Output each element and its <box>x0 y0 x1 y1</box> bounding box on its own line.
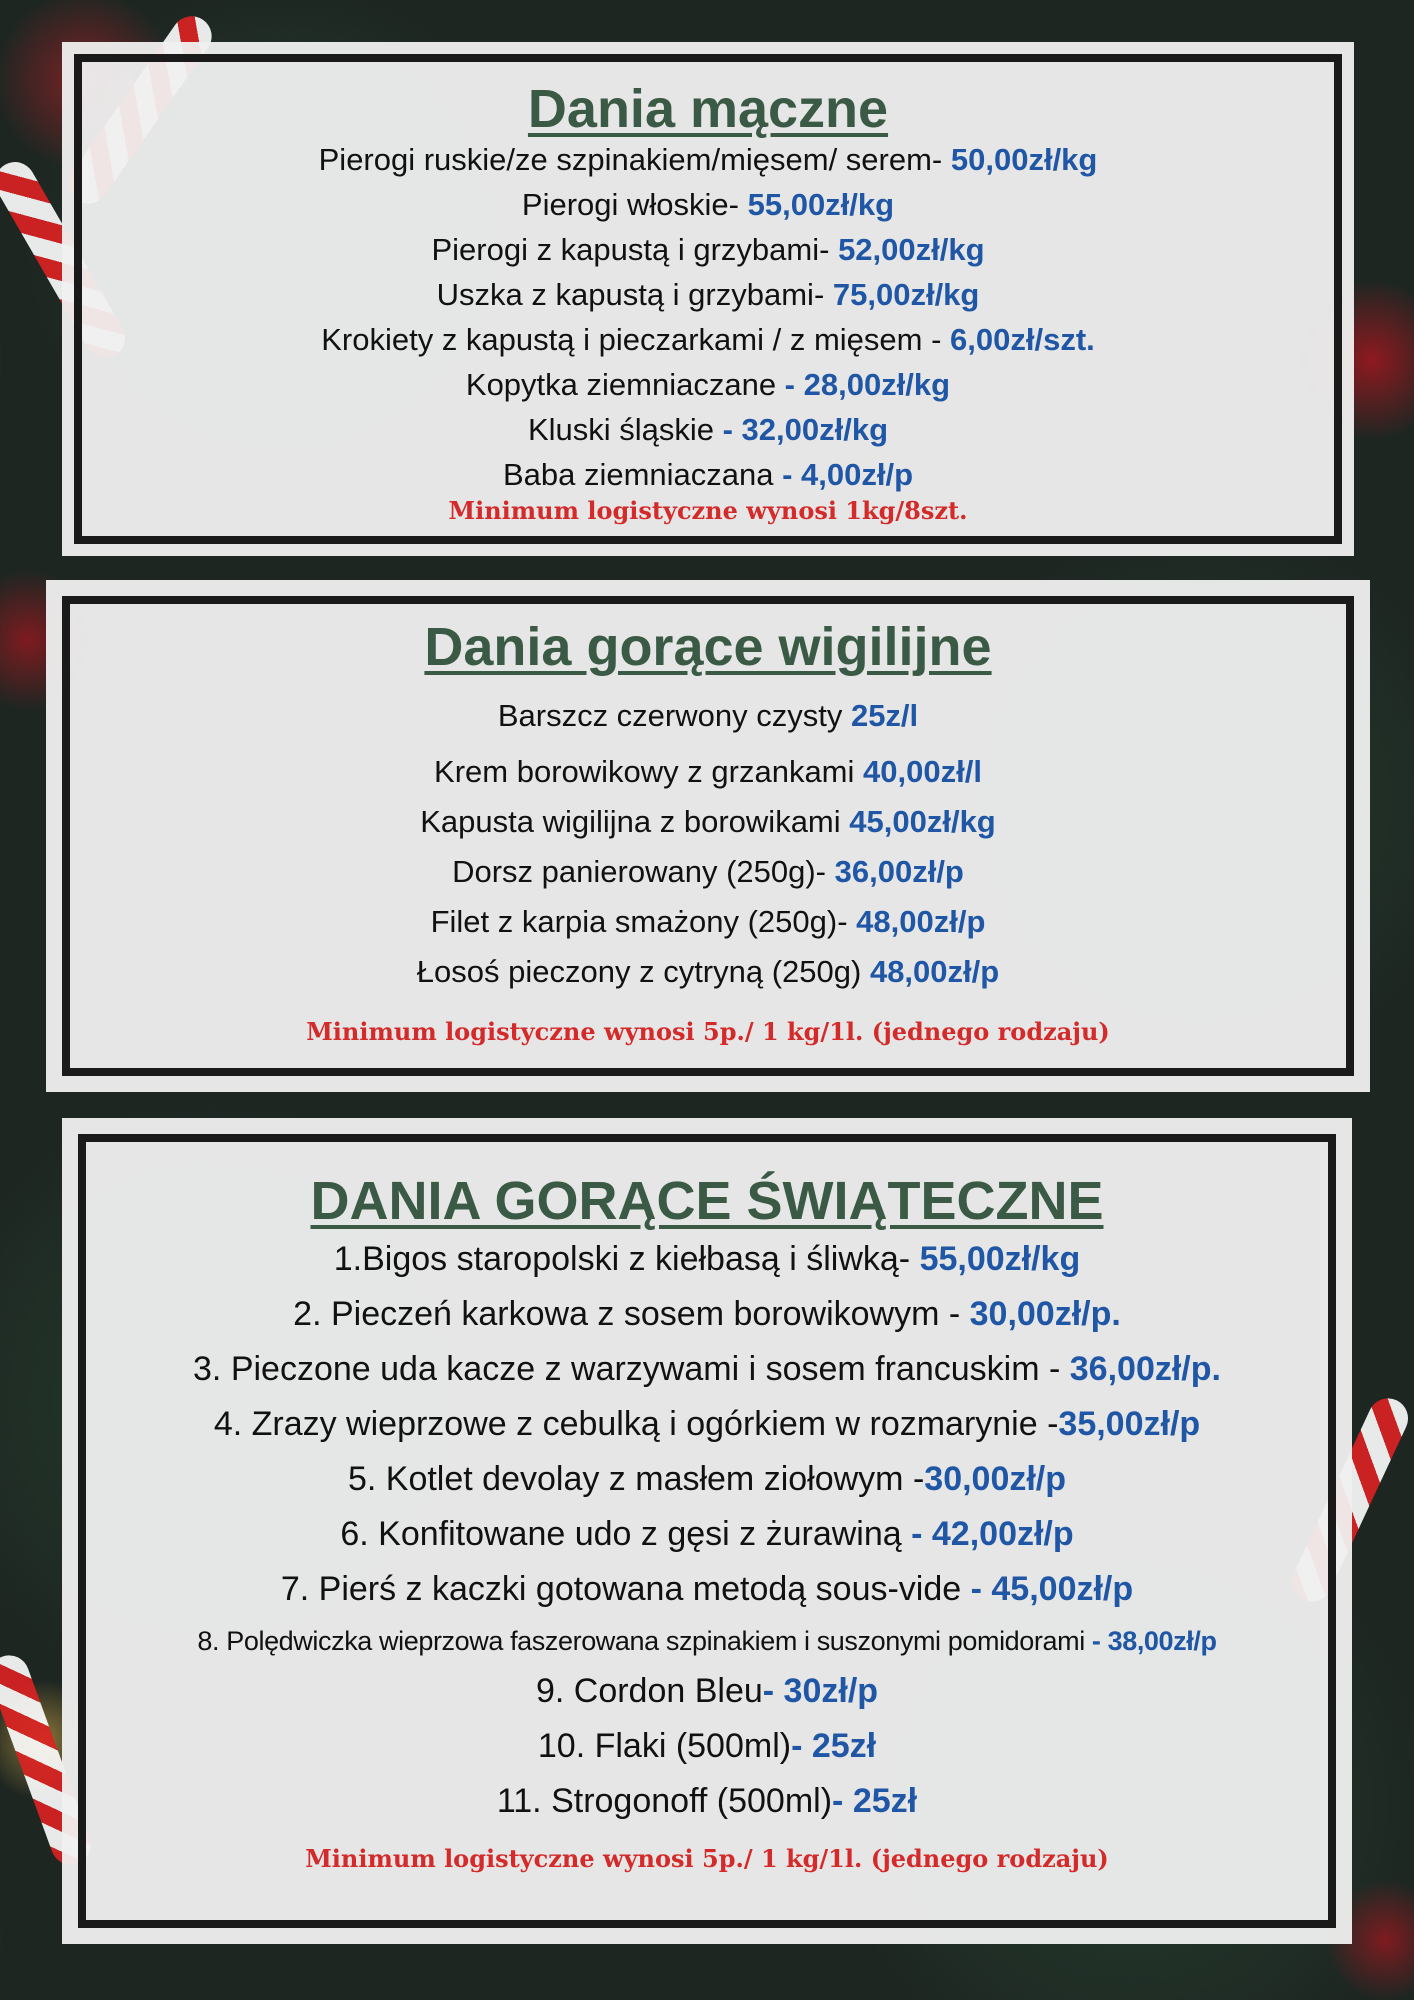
item-price: - 45,00zł/p <box>970 1570 1134 1608</box>
item-name: Kluski śląskie <box>527 412 723 447</box>
item-price: - 30zł/p <box>762 1672 879 1710</box>
item-price: 6,00zł/szt. <box>950 322 1095 357</box>
menu-item <box>82 459 1334 495</box>
menu-item <box>86 1674 1328 1729</box>
item-price: 55,00zł/kg <box>919 1240 1081 1278</box>
menu-item <box>82 144 1334 189</box>
menu-item <box>70 906 1346 956</box>
item-price: 48,00zł/p <box>869 954 1000 989</box>
menu-item <box>86 1352 1328 1407</box>
menu-item <box>70 700 1346 756</box>
menu-item <box>70 856 1346 906</box>
item-name: 10. Flaki (500ml) <box>537 1727 792 1765</box>
item-name: Baba ziemniaczana <box>502 457 783 492</box>
menu-item <box>86 1407 1328 1462</box>
item-name: 1.Bigos staropolski z kiełbasą i śliwką- <box>333 1240 920 1278</box>
item-name: 5. Kotlet devolay z masłem ziołowym - <box>347 1460 925 1498</box>
item-price: 25z/l <box>850 698 919 733</box>
item-name: Kapusta wigilijna z borowikami <box>420 804 850 839</box>
menu-item <box>82 324 1334 369</box>
item-price: - 25zł <box>832 1782 918 1820</box>
item-price: 36,00zł/p. <box>1069 1350 1221 1388</box>
menu-item <box>86 1297 1328 1352</box>
menu-item <box>82 414 1334 459</box>
item-name: Pierogi z kapustą i grzybami- <box>431 232 839 267</box>
item-name: Łosoś pieczony z cytryną (250g) <box>416 954 870 989</box>
item-price: - 32,00zł/kg <box>722 412 889 447</box>
item-name: 9. Cordon Bleu <box>535 1672 763 1710</box>
item-name: Filet z karpia smażony (250g)- <box>430 904 857 939</box>
menu-item <box>82 189 1334 234</box>
item-name: Pierogi ruskie/ze szpinakiem/mięsem/ serem- <box>318 142 951 177</box>
item-name: Dorsz panierowany (250g)- <box>452 854 835 889</box>
item-price: 55,00zł/kg <box>747 187 895 222</box>
item-price: 30,00zł/p. <box>969 1295 1121 1333</box>
item-name: 6. Konfitowane udo z gęsi z żurawiną <box>340 1515 912 1553</box>
item-name: 4. Zrazy wieprzowe z cebulką i ogórkiem w rozmarynie - <box>213 1405 1059 1443</box>
item-name: Barszcz czerwony czysty <box>497 698 851 733</box>
item-name: Kopytka ziemniaczane <box>465 367 785 402</box>
minimum-note: Minimum logistyczne wynosi 1kg/8szt. <box>448 496 968 525</box>
menu-item <box>86 1729 1328 1784</box>
item-name: Krem borowikowy z grzankami <box>434 754 864 789</box>
section-dania-gorace-swiateczne <box>62 1118 1352 1944</box>
menu-item <box>82 234 1334 279</box>
menu-item <box>86 1784 1328 1839</box>
menu-item <box>86 1462 1328 1517</box>
section-title: Dania gorące wigilijne <box>424 617 992 677</box>
menu-item <box>82 279 1334 324</box>
item-price: - 4,00zł/p <box>782 457 914 492</box>
item-price: - 25zł <box>791 1727 877 1765</box>
menu-item <box>86 1242 1328 1297</box>
item-price: 30,00zł/p <box>924 1460 1067 1498</box>
item-name: 2. Pieczeń karkowa z sosem borowikowym - <box>293 1295 970 1333</box>
minimum-note: Minimum logistyczne wynosi 5p./ 1 kg/1l. (jednego rodzaju) <box>306 1017 1110 1046</box>
menu-item <box>70 806 1346 856</box>
item-price: 35,00zł/p <box>1058 1405 1201 1443</box>
item-price: 48,00zł/p <box>856 904 986 939</box>
section-title: DANIA GORĄCE ŚWIĄTECZNE <box>310 1171 1104 1231</box>
item-price: - 42,00zł/p <box>911 1515 1074 1553</box>
item-name: 8. Polędwiczka wieprzowa faszerowana szpinakiem i suszonymi pomidorami <box>197 1626 1092 1656</box>
menu-item <box>82 369 1334 414</box>
section-dania-gorace-wigilijne <box>46 580 1370 1092</box>
menu-item <box>70 956 1346 1006</box>
item-price: 36,00zł/p <box>834 854 964 889</box>
item-price: - 28,00zł/kg <box>784 367 951 402</box>
item-name: 3. Pieczone uda kacze z warzywami i sosem francuskim - <box>193 1350 1070 1388</box>
item-name: Uszka z kapustą i grzybami- <box>436 277 833 312</box>
item-name: Pierogi włoskie- <box>521 187 748 222</box>
item-name: 11. Strogonoff (500ml) <box>496 1782 833 1820</box>
item-price: 45,00zł/kg <box>849 804 996 839</box>
item-name: 7. Pierś z kaczki gotowana metodą sous-vide <box>280 1570 971 1608</box>
section-dania-maczne <box>62 42 1354 556</box>
item-price: - 38,00zł/p <box>1091 1626 1217 1656</box>
section-title: Dania mączne <box>527 79 889 139</box>
menu-item <box>86 1517 1328 1572</box>
menu-item <box>86 1572 1328 1624</box>
item-price: 40,00zł/l <box>863 754 982 789</box>
item-price: 50,00zł/kg <box>950 142 1098 177</box>
item-name: Krokiety z kapustą i pieczarkami / z mięsem - <box>321 322 951 357</box>
minimum-note: Minimum logistyczne wynosi 5p./ 1 kg/1l. (jednego rodzaju) <box>305 1844 1109 1873</box>
item-price: 52,00zł/kg <box>838 232 985 267</box>
menu-item <box>70 756 1346 806</box>
item-price: 75,00zł/kg <box>832 277 980 312</box>
menu-item <box>86 1624 1328 1674</box>
